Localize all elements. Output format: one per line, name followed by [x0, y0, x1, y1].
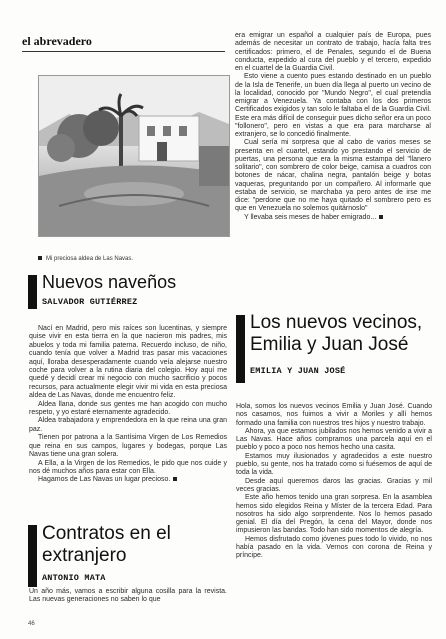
article-extranjero-title-line1: Contratos en el [42, 523, 171, 544]
end-mark [173, 477, 177, 481]
article-vecinos-header [236, 312, 436, 390]
paragraph: Nací en Madrid, pero mis raíces son lucentinas, y siempre quise vivir en esta tierra en la que nacieron mis padres, mis abuelos y toda mi familia paterna. Recuerdo incluso, de niño, cuando tenía que volver a Madrid tras pasar mis vacaciones aquí, lloraba desesperadamente cuando veía alejarse nuestro coche para volver a la rutina diaria del colegio. Hoy aquí me quedé y decidí crear mi negocio con mucho sacrificio y pocos recursos, para actualmente elegir vivir mi vida en esta preciosa aldea de Las Navas, donde me encuentro feliz. [29, 325, 227, 400]
article-vecinos-title-line1: Los nuevos vecinos, [250, 312, 423, 333]
paragraph: Cual sería mi sorpresa que al cabo de varios meses se presenta en el cuartel, estando yo prestando el servicio de puertas, una persona que era la misma estampa del "llanero solitario", con sombrero de color beige, camisa a cuadros con botones de nácar, chalina negra, pantalón beige y botas vaqueras, preguntando por un compañero. Al informarle que estaba de servicio, se marchaba ya pero antes de irse me dice: "perdone que no me haya quitado el sombrero pero es que en Venezuela no solemos quitárnoslo" [235, 139, 431, 213]
paragraph: A Ella, a la Virgen de los Remedios, le pido que nos cuide y nos dé muchos años para estar con Ella. [29, 459, 227, 475]
caption-text: Mi preciosa aldea de Las Navas. [46, 256, 134, 262]
article-vecinos-title-line2: Emilia y Juan José [250, 334, 409, 355]
paragraph: era emigrar un español a cualquier país de Europa, pues además de necesitar un contrato de trabajo, hacía falta tres certificados: primero, el de Penales, segundo el de Buena conducta, expedido al cura del pueblo y el tercero, expedido en el cuartel de la Guardia Civil. [235, 32, 431, 72]
article-extranjero-title-line2: extranjero [42, 545, 127, 566]
paragraph: Aldea trabajadora y emprendedora en la que reina una gran paz. [29, 417, 227, 433]
article-navenos-header [28, 272, 228, 315]
paragraph: Este año hemos tenido una gran sorpresa. En la asamblea hemos sido elegidos Reina y Míster de la tercera Edad. Para nosotros ha sido algo sorprendente. Nos lo hemos pasado genial. El día del Pregón, la cena del Mayor, donde nos impusieron las bandas. Todo han sido momentos de alegría. [236, 494, 432, 535]
article-navenos-author: SALVADOR GUTIÉRREZ [42, 297, 138, 307]
paragraph-text: Y llevaba seis meses de haber emigrado... [244, 213, 377, 221]
masthead [22, 34, 225, 52]
paragraph: Tienen por patrona a la Santísima Virgen de Los Remedios que reina en sus campos, lugares y bodegas, porque Las Navas tiene una gran solera. [29, 434, 227, 459]
paragraph: Un año más, vamos a escribir alguna cosilla para la revista. Las nuevas generaciones no saben lo que [29, 588, 227, 604]
heading-bar [236, 315, 245, 383]
paragraph: Hola, somos los nuevos vecinos Emilia y Juan José. Cuando nos casamos, nos fuimos a vivir a Moriles y allí hemos formado una familia con nuestros tres hijos y nuestro trabajo. [236, 403, 432, 427]
village-photo-illustration [39, 76, 229, 236]
paragraph: Aldea llana, donde sus gentes me han acogido con mucho respeto, y yo estaré eternamente agradecido. [29, 400, 227, 417]
masthead-title: el abrevadero [22, 34, 92, 48]
paragraph: Esto viene a cuento pues estando destinado en un pueblo de la Isla de Tenerife, un buen día llega al puerto un vecino de la localidad, conocido por "Mundo Negro", el cual pretendía emigrar a Venezuela. Ya contaba con los dos primeros Certificados exigidos y tan solo le faltaba el de la Guardia Civil. Este era más difícil de conseguir pues dicho señor era un poco "follonero", pero en vistas a que era para marcharse al extranjero, se lo concedió finalmente. [235, 73, 431, 138]
article-vecinos-author: EMILIA Y JUAN JOSÉ [250, 366, 346, 376]
caption-bullet [38, 256, 42, 260]
paragraph-text: Hagamos de Las Navas un lugar precioso. [38, 476, 171, 484]
article-navenos-title: Nuevos naveños [42, 272, 177, 292]
article-extranjero-lead [29, 588, 227, 605]
heading-bar [28, 525, 37, 587]
paragraph: Ahora, ya que estamos jubilados nos hemos venido a vivir a Las Navas. Hace años compramos una parcela aquí en el pueblo y poco a poco nos hemos hecho una casita. [236, 427, 432, 452]
page-number: 46 [28, 621, 35, 627]
article-extranjero-body [235, 32, 431, 222]
article-vecinos-body [236, 403, 432, 561]
article-navenos-body [29, 325, 227, 485]
end-mark [379, 215, 383, 219]
article-extranjero-author: ANTONIO MATA [42, 573, 106, 583]
paragraph: Desde aquí queremos daros las gracias. Gracias y mil veces gracias. [236, 477, 432, 493]
village-photo [38, 75, 230, 237]
paragraph-last [29, 476, 227, 484]
heading-bar [28, 275, 37, 309]
article-extranjero-header [28, 525, 228, 595]
paragraph: Hemos disfrutado como jóvenes pues todo lo vivido, no nos había pasado en la vida. Vernos con corona de Reina y príncipe. [236, 535, 432, 560]
paragraph-last [235, 214, 431, 222]
photo-caption [38, 256, 133, 262]
paragraph: Estamos muy ilusionados y agradecidos a este nuestro pueblo, su gente, nos ha tratado como si fuésemos de aquí de toda la vida. [236, 452, 432, 477]
